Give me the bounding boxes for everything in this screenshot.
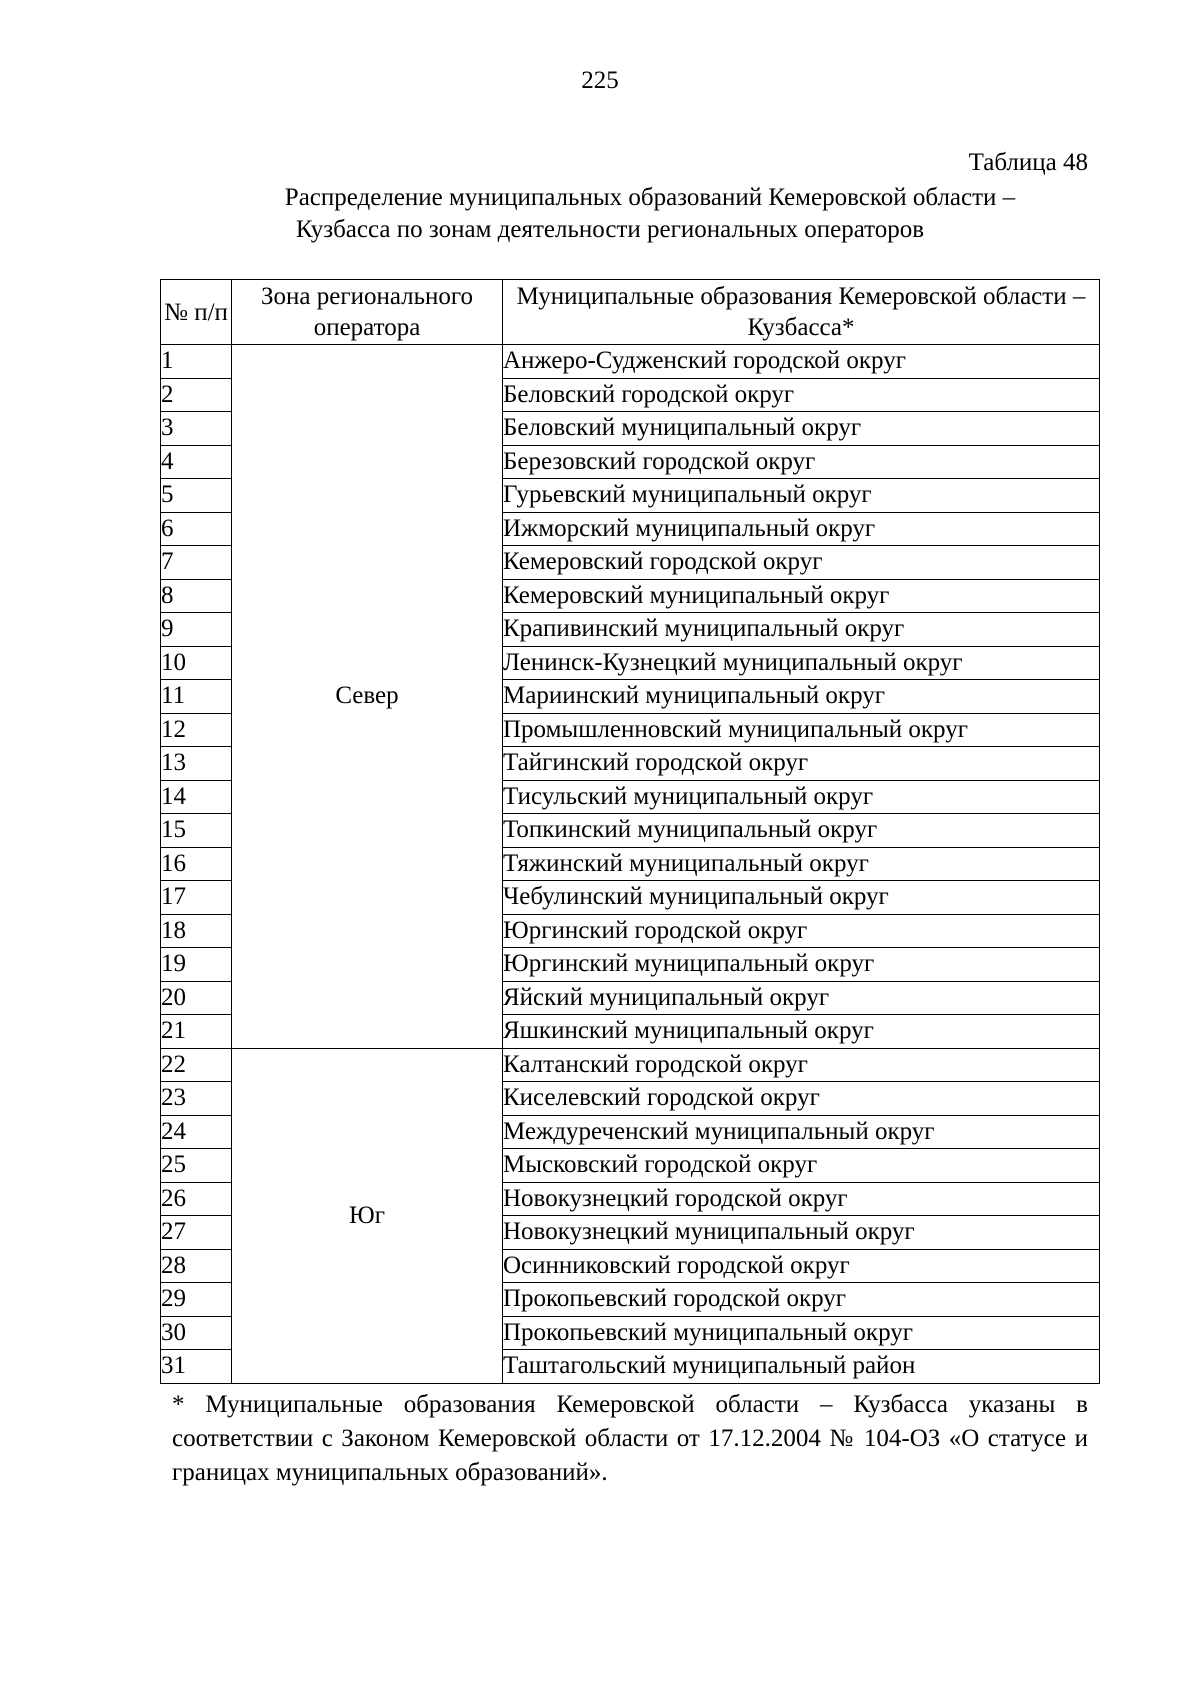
table-row: [161, 1048, 1100, 1082]
row-number: 19: [161, 948, 232, 982]
municipality-name: Анжеро-Судженский городской округ: [503, 345, 1100, 379]
zone-name: Юг: [232, 1048, 503, 1383]
row-number: 28: [161, 1249, 232, 1283]
table-row: [161, 345, 1100, 379]
municipality-name: Топкинский муниципальный округ: [503, 814, 1100, 848]
row-number: 10: [161, 646, 232, 680]
municipality-name: Кемеровский муниципальный округ: [503, 579, 1100, 613]
zone-name: Север: [232, 345, 503, 1049]
municipality-name: Беловский городской округ: [503, 378, 1100, 412]
row-number: 25: [161, 1149, 232, 1183]
municipality-name: Юргинский муниципальный округ: [503, 948, 1100, 982]
row-number: 2: [161, 378, 232, 412]
row-number: 13: [161, 747, 232, 781]
municipality-name: Ленинск-Кузнецкий муниципальный округ: [503, 646, 1100, 680]
municipality-name: Березовский городской округ: [503, 445, 1100, 479]
municipality-name: Яшкинский муниципальный округ: [503, 1015, 1100, 1049]
municipality-name: Мысковский городской округ: [503, 1149, 1100, 1183]
row-number: 7: [161, 546, 232, 580]
footnote: * Муниципальные образования Кемеровской области – Кузбасса указаны в соответствии с Законом Кемеровской области от 17.12.2004 № 104-ОЗ «О статусе и границах муниципальных образований».: [172, 1391, 1088, 1486]
row-number: 29: [161, 1283, 232, 1317]
row-number: 18: [161, 914, 232, 948]
municipality-name: Таштагольский муниципальный район: [503, 1350, 1100, 1384]
municipality-name: Прокопьевский городской округ: [503, 1283, 1100, 1317]
header-num: № п/п: [161, 280, 232, 345]
row-number: 5: [161, 479, 232, 513]
row-number: 21: [161, 1015, 232, 1049]
municipality-name: Калтанский городской округ: [503, 1048, 1100, 1082]
row-number: 1: [161, 345, 232, 379]
page-number: 225: [581, 67, 619, 94]
row-number: 14: [161, 780, 232, 814]
municipality-name: Новокузнецкий муниципальный округ: [503, 1216, 1100, 1250]
row-number: 23: [161, 1082, 232, 1116]
row-number: 8: [161, 579, 232, 613]
row-number: 12: [161, 713, 232, 747]
zones-table: [160, 279, 1100, 1384]
row-number: 15: [161, 814, 232, 848]
header-municipality: Муниципальные образования Кемеровской области – Кузбасса*: [503, 280, 1100, 345]
row-number: 4: [161, 445, 232, 479]
municipality-name: Кемеровский городской округ: [503, 546, 1100, 580]
municipality-name: Междуреченский муниципальный округ: [503, 1115, 1100, 1149]
municipality-name: Прокопьевский муниципальный округ: [503, 1316, 1100, 1350]
municipality-name: Юргинский городской округ: [503, 914, 1100, 948]
caption-line-1: Распределение муниципальных образований Кемеровской области –: [284, 184, 1016, 211]
municipality-name: Новокузнецкий городской округ: [503, 1182, 1100, 1216]
row-number: 30: [161, 1316, 232, 1350]
municipality-name: Тяжинский муниципальный округ: [503, 847, 1100, 881]
municipality-name: Осинниковский городской округ: [503, 1249, 1100, 1283]
municipality-name: Крапивинский муниципальный округ: [503, 613, 1100, 647]
row-number: 3: [161, 412, 232, 446]
row-number: 26: [161, 1182, 232, 1216]
row-number: 24: [161, 1115, 232, 1149]
municipality-name: Тисульский муниципальный округ: [503, 780, 1100, 814]
municipality-name: Гурьевский муниципальный округ: [503, 479, 1100, 513]
row-number: 17: [161, 881, 232, 915]
municipality-name: Тайгинский городской округ: [503, 747, 1100, 781]
row-number: 6: [161, 512, 232, 546]
municipality-name: Чебулинский муниципальный округ: [503, 881, 1100, 915]
table-label: Таблица 48: [968, 149, 1088, 176]
row-number: 9: [161, 613, 232, 647]
municipality-name: Киселевский городской округ: [503, 1082, 1100, 1116]
row-number: 16: [161, 847, 232, 881]
row-number: 31: [161, 1350, 232, 1384]
table-body: [161, 345, 1100, 1384]
row-number: 27: [161, 1216, 232, 1250]
municipality-name: Беловский муниципальный округ: [503, 412, 1100, 446]
municipality-name: Промышленновский муниципальный округ: [503, 713, 1100, 747]
table-header-row: [161, 280, 1100, 345]
header-zone: Зона регионального оператора: [232, 280, 503, 345]
municipality-name: Яйский муниципальный округ: [503, 981, 1100, 1015]
municipality-name: Ижморский муниципальный округ: [503, 512, 1100, 546]
row-number: 22: [161, 1048, 232, 1082]
caption-line-2: Кузбасса по зонам деятельности региональных операторов: [295, 216, 925, 243]
municipality-name: Мариинский муниципальный округ: [503, 680, 1100, 714]
row-number: 20: [161, 981, 232, 1015]
table-caption: [150, 182, 1070, 246]
row-number: 11: [161, 680, 232, 714]
